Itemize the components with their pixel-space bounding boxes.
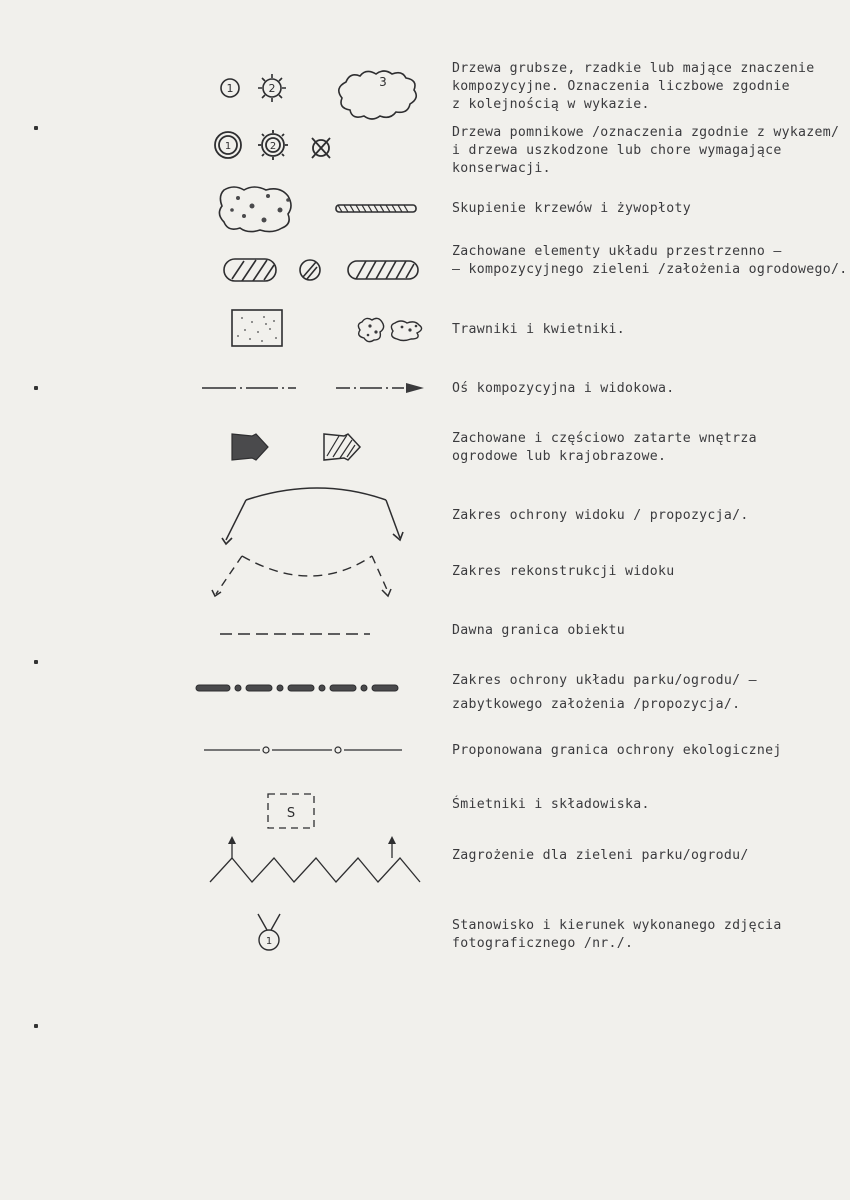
description-line: Drzewa pomnikowe /oznaczenia zgodnie z wykazem/ — [452, 125, 840, 140]
legend-description — [452, 243, 848, 279]
description-line: Zagrożenie dla zieleni parku/ogrodu/ — [452, 848, 749, 863]
photo-position-symbol — [190, 908, 435, 956]
description-line: Śmietniki i składowiska. — [452, 797, 650, 812]
lawn-symbols — [190, 308, 435, 350]
photo-number-label: 1 — [265, 936, 273, 947]
interior-symbols — [190, 430, 435, 464]
legend-description — [452, 200, 832, 218]
description-line: zabytkowego założenia /propozycja/. — [452, 697, 741, 712]
legend-description — [452, 563, 832, 581]
tree-number-label: 2 — [268, 82, 276, 95]
legend-description — [452, 742, 832, 760]
description-line: – kompozycyjnego zieleni /założenia ogrodowego/. — [452, 262, 848, 277]
description-line: Stanowisko i kierunek wykonanego zdjęcia — [452, 918, 782, 933]
margin-mark — [34, 386, 38, 390]
description-line: Oś kompozycyjna i widokowa. — [452, 381, 675, 396]
dump-label: S — [286, 806, 296, 821]
legend-description — [452, 321, 832, 339]
ecological-boundary-symbol — [190, 740, 435, 760]
description-line: fotograficznego /nr./. — [452, 936, 634, 951]
description-line: ogrodowe lub krajobrazowe. — [452, 449, 667, 464]
legend-description — [452, 124, 840, 178]
dump-symbol — [190, 790, 435, 832]
legend-description — [452, 430, 832, 466]
description-line: z kolejnością w wykazie. — [452, 97, 650, 112]
margin-mark — [34, 126, 38, 130]
former-boundary-symbol — [190, 624, 435, 644]
description-line: Skupienie krzewów i żywopłoty — [452, 201, 691, 216]
description-line: kompozycyjne. Oznaczenia liczbowe zgodnie — [452, 79, 790, 94]
margin-mark — [34, 1024, 38, 1028]
legend-description — [452, 917, 832, 953]
description-line: Zakres ochrony widoku / propozycja/. — [452, 508, 749, 523]
tree-symbols — [190, 60, 435, 110]
legend-description — [452, 796, 832, 814]
description-line: Zakres rekonstrukcji widoku — [452, 564, 675, 579]
tree-number-label: 1 — [226, 82, 234, 95]
description-line: i drzewa uszkodzone lub chore wymagające — [452, 143, 782, 158]
threat-symbol — [190, 830, 435, 886]
axis-symbols — [190, 378, 435, 398]
tree-number-label: 1 — [224, 141, 232, 152]
view-reconstruction-symbol — [190, 548, 435, 600]
legend-description — [452, 380, 832, 398]
legend-description — [452, 672, 832, 714]
description-line: Drzewa grubsze, rzadkie lub mające znaczenie — [452, 61, 815, 76]
description-line: Zachowane elementy układu przestrzenno – — [452, 244, 782, 259]
park-protection-symbol — [190, 678, 435, 698]
description-line: Proponowana granica ochrony ekologicznej — [452, 743, 782, 758]
tree-number-label: 2 — [269, 141, 277, 152]
legend-description — [452, 507, 832, 525]
description-line: Zakres ochrony układu parku/ogrodu/ – — [452, 673, 757, 688]
monument-tree-symbols — [190, 124, 435, 168]
preserved-elements-symbols — [190, 255, 435, 285]
margin-mark — [34, 660, 38, 664]
tree-number-label: 3 — [379, 75, 387, 89]
description-line: Dawna granica obiektu — [452, 623, 626, 638]
shrub-symbols — [190, 180, 435, 232]
legend-description — [452, 847, 832, 865]
description-line: Trawniki i kwietniki. — [452, 322, 626, 337]
legend-description — [452, 622, 832, 640]
legend-description — [452, 60, 832, 114]
description-line: Zachowane i częściowo zatarte wnętrza — [452, 431, 757, 446]
description-line: konserwacji. — [452, 161, 551, 176]
view-protection-symbol — [190, 488, 435, 548]
